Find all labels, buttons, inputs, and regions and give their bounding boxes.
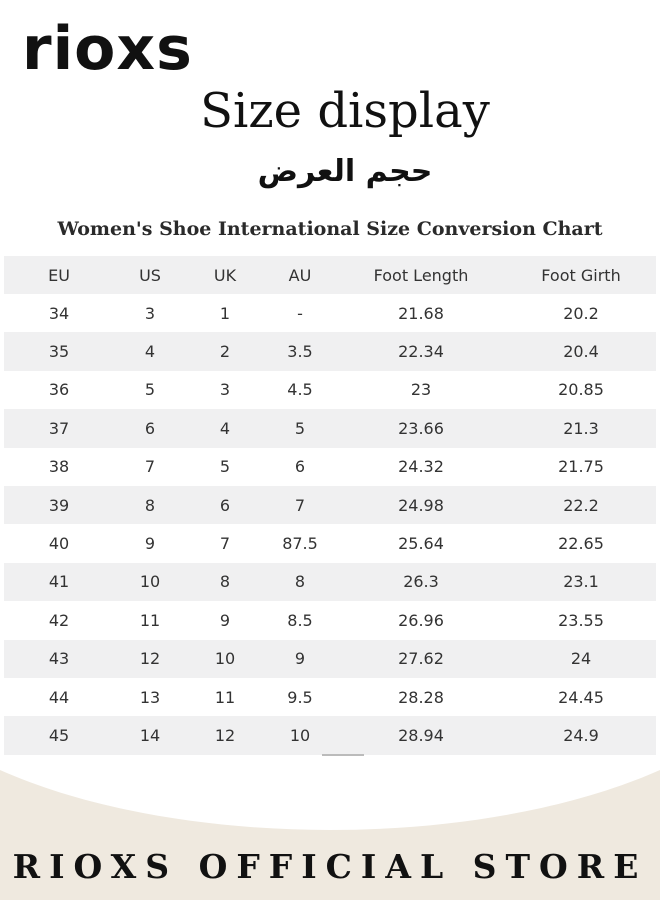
cell-uk: 9	[219, 610, 231, 630]
cell-au: 8.5	[287, 610, 313, 630]
cell-us: 7	[144, 457, 156, 477]
table-row	[4, 371, 656, 409]
cell-eu: 37	[48, 418, 70, 438]
cell-us: 5	[144, 380, 156, 400]
cell-us: 6	[144, 418, 156, 438]
cell-foot-girth: 20.2	[563, 303, 599, 323]
table-header-row	[4, 256, 656, 294]
cell-foot-length: 23.66	[398, 418, 444, 438]
cell-eu: 45	[48, 725, 70, 745]
brand-logo: rioxs	[22, 14, 193, 84]
cell-au: 9	[294, 649, 306, 669]
cell-eu: 42	[48, 610, 70, 630]
cell-foot-length: 22.34	[398, 342, 444, 362]
cell-uk: 2	[219, 342, 231, 362]
cell-us: 9	[144, 534, 156, 554]
cell-foot-girth: 24.45	[558, 687, 604, 707]
cell-uk: 4	[219, 418, 231, 438]
table-row	[4, 716, 656, 754]
cell-uk: 10	[214, 649, 236, 669]
cell-foot-length: 26.96	[398, 610, 444, 630]
table-row	[4, 563, 656, 601]
cell-au: 7	[294, 495, 306, 515]
page-subtitle-arabic: حجم العرض	[257, 154, 433, 189]
cell-us: 13	[139, 687, 161, 707]
cell-au: 8	[294, 572, 306, 592]
size-conversion-table	[4, 256, 656, 755]
cell-uk: 5	[219, 457, 231, 477]
divider-mark	[322, 754, 364, 756]
column-header-foot-girth: Foot Girth	[541, 265, 621, 285]
table-row	[4, 524, 656, 562]
cell-foot-length: 24.98	[398, 495, 444, 515]
table-row	[4, 448, 656, 486]
column-header-foot-length: Foot Length	[373, 265, 469, 285]
cell-eu: 35	[48, 342, 70, 362]
cell-foot-girth: 21.3	[563, 418, 599, 438]
cell-uk: 12	[214, 725, 236, 745]
cell-us: 10	[139, 572, 161, 592]
table-row	[4, 294, 656, 332]
cell-foot-girth: 22.2	[563, 495, 599, 515]
store-name-footer: RIOXS OFFICIAL STORE	[12, 847, 648, 886]
table-row	[4, 678, 656, 716]
cell-foot-length: 28.94	[398, 725, 444, 745]
cell-uk: 7	[219, 534, 231, 554]
cell-foot-length: 27.62	[398, 649, 444, 669]
cell-us: 4	[144, 342, 156, 362]
table-row	[4, 486, 656, 524]
cell-uk: 3	[219, 380, 231, 400]
cell-foot-length: 25.64	[398, 534, 444, 554]
column-header-uk: UK	[213, 265, 237, 285]
cell-uk: 6	[219, 495, 231, 515]
cell-us: 12	[139, 649, 161, 669]
cell-au: 3.5	[287, 342, 313, 362]
cell-foot-girth: 24.9	[563, 725, 599, 745]
table-row	[4, 640, 656, 678]
cell-foot-girth: 21.75	[558, 457, 604, 477]
cell-au: -	[297, 303, 303, 323]
cell-foot-length: 21.68	[398, 303, 444, 323]
cell-foot-length: 28.28	[398, 687, 444, 707]
column-header-eu: EU	[48, 265, 70, 285]
cell-eu: 39	[48, 495, 70, 515]
cell-foot-length: 23	[410, 380, 432, 400]
cell-eu: 40	[48, 534, 70, 554]
cell-uk: 1	[219, 303, 231, 323]
cell-foot-length: 24.32	[398, 457, 444, 477]
cell-eu: 43	[48, 649, 70, 669]
table-row	[4, 409, 656, 447]
table-row	[4, 332, 656, 370]
cell-au: 4.5	[287, 380, 313, 400]
cell-au: 6	[294, 457, 306, 477]
cell-us: 3	[144, 303, 156, 323]
cell-eu: 44	[48, 687, 70, 707]
cell-au: 87.5	[282, 534, 318, 554]
cell-us: 14	[139, 725, 161, 745]
cell-eu: 34	[48, 303, 70, 323]
cell-eu: 38	[48, 457, 70, 477]
chart-title: Women's Shoe International Size Conversion Chart	[57, 218, 603, 240]
column-header-us: US	[139, 265, 161, 285]
cell-us: 8	[144, 495, 156, 515]
cell-eu: 41	[48, 572, 70, 592]
cell-foot-girth: 24	[570, 649, 592, 669]
cell-au: 5	[294, 418, 306, 438]
cell-uk: 8	[219, 572, 231, 592]
cell-au: 9.5	[287, 687, 313, 707]
cell-foot-length: 26.3	[403, 572, 439, 592]
cell-foot-girth: 22.65	[558, 534, 604, 554]
cell-foot-girth: 20.85	[558, 380, 604, 400]
cell-uk: 11	[214, 687, 236, 707]
cell-us: 11	[139, 610, 161, 630]
table-body	[4, 294, 656, 755]
page-title: Size display	[200, 83, 490, 139]
cell-foot-girth: 23.1	[563, 572, 599, 592]
cell-foot-girth: 23.55	[558, 610, 604, 630]
cell-foot-girth: 20.4	[563, 342, 599, 362]
column-header-au: AU	[288, 265, 312, 285]
table-row	[4, 601, 656, 639]
cell-eu: 36	[48, 380, 70, 400]
cell-au: 10	[289, 725, 311, 745]
